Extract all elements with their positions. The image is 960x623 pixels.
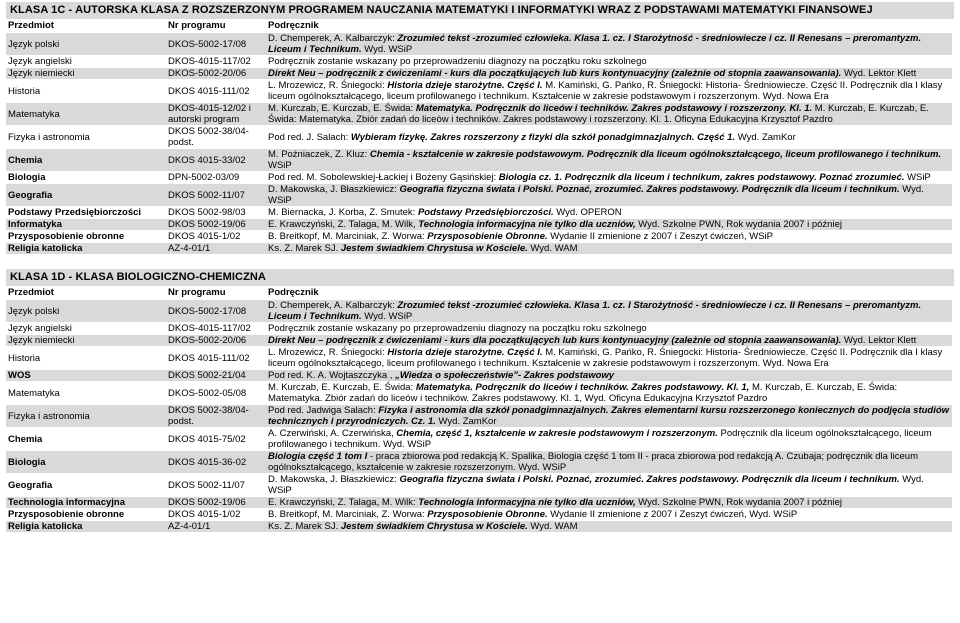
table-row: [6, 219, 952, 231]
subject-cell: WOS: [6, 370, 166, 382]
book-title: Matematyka. Podręcznik do liceów i techników. Zakres podstawowy. Kl. 1,: [415, 382, 750, 393]
table-row: [6, 172, 952, 184]
book-authors: L. Mrozewicz, R. Śniegocki:: [268, 347, 388, 358]
book-authors: B. Breitkopf, M. Marciniak, Z. Worwa:: [268, 509, 428, 520]
book-title: Historia dzieje starożytne. Część I.: [387, 80, 543, 91]
program-cell: DKOS 4015-1/02: [166, 231, 266, 243]
program-cell: DKOS-4015-117/02: [166, 323, 266, 335]
table-row: [6, 497, 952, 509]
program-cell: DKOS 5002-19/06: [166, 497, 266, 509]
program-cell: DPN-5002-03/09: [166, 172, 266, 184]
program-cell: DKOS 5002-38/04-podst.: [166, 126, 266, 149]
table-row: [6, 68, 952, 80]
table-row: [6, 300, 952, 323]
book-publisher: M. Kamiński, G. Pańko, R. Śniegocki: Historia- Średniowiecze. Część II. Podręcznik dla I klasy liceum ogólnokształcącego, liceum profilowanego i technikum. Kształcenie w zakresie podstawowym i rozszerzonym. Wyd. Nowa Era: [268, 347, 943, 369]
book-cell: [266, 335, 952, 347]
book-authors: D. Chemperek, A. Kalbarczyk:: [268, 300, 398, 311]
program-header: Nr programu: [166, 19, 266, 33]
book-cell: [266, 184, 952, 207]
subject-cell: Chemia: [6, 428, 166, 451]
table-row: [6, 451, 952, 474]
book-authors: Ks. Z. Marek SJ.: [268, 521, 341, 532]
book-publisher: Wydanie II zmienione z 2007 i Zeszyt ćwiczeń, WSiP: [547, 231, 773, 242]
table-row: [6, 243, 952, 255]
book-publisher: Wyd. WSiP: [361, 44, 413, 55]
class-1d-table: [6, 286, 952, 533]
book-title: Direkt Neu – podręcznik z ćwiczeniami - kurs dla początkujących lub kurs kontynuacyjny (zależnie od stopnia zaawansowania).: [268, 335, 842, 346]
book-authors: D. Chemperek, A. Kalbarczyk:: [268, 33, 398, 44]
program-cell: DKOS-5002-20/06: [166, 335, 266, 347]
book-title: Biologia część 1 tom I: [268, 451, 368, 462]
book-cell: [266, 149, 952, 172]
book-publisher: Wydanie II zmienione z 2007 i Zeszyt ćwiczeń, Wyd. WSiP: [547, 509, 798, 520]
book-publisher: Wyd. Szkolne PWN, Rok wydania 2007 i później: [635, 219, 842, 230]
program-cell: DKOS 4015-111/02: [166, 80, 266, 103]
book-title: Zrozumieć tekst -zrozumieć człowieka. Klasa 1. cz. I Starożytność - średniowiecze i cz. II Renesans – preromantyzm. Liceum i Technikum.: [268, 300, 922, 322]
table-row: [6, 405, 952, 428]
table-row: [6, 231, 952, 243]
subject-cell: Biologia: [6, 451, 166, 474]
book-authors: D. Makowska, J. Błaszkiewicz:: [268, 474, 400, 485]
book-cell: [266, 521, 952, 533]
book-publisher: Wyd. ZamKor: [735, 131, 796, 143]
table-row: [6, 474, 952, 497]
book-publisher: Wyd. Lektor Klett: [841, 335, 917, 346]
book-title: „Wiedza o społeczeństwie”- Zakres podstawowy: [395, 370, 615, 381]
book-header: Podręcznik: [266, 286, 952, 300]
program-cell: DKOS 4015-75/02: [166, 428, 266, 451]
book-cell: [266, 382, 952, 405]
class-1d-title: KLASA 1D - KLASA BIOLOGICZNO-CHEMICZNA: [6, 269, 954, 286]
book-cell: [266, 509, 952, 521]
book-title: Jestem świadkiem Chrystusa w Kościele.: [340, 521, 528, 532]
book-cell: [266, 428, 952, 451]
program-cell: DKOS 5002-11/07: [166, 474, 266, 497]
book-cell: [266, 33, 952, 56]
book-title: Chemia - kształcenie w zakresie podstawowym. Podręcznik dla liceum ogólnokształcącego, liceum profilowanego i technikum.: [369, 149, 942, 160]
table-row: [6, 207, 952, 219]
book-title: Direkt Neu – podręcznik z ćwiczeniami - kurs dla początkujących lub kurs kontynuacyjny (zależnie od stopnia zaawansowania).: [268, 68, 842, 79]
program-cell: AZ-4-01/1: [166, 243, 266, 255]
book-authors: L. Mrozewicz, R. Śniegocki:: [268, 80, 388, 91]
table-row: [6, 323, 952, 335]
book-authors: M. Kurczab, E. Kurczab, E. Świda:: [268, 103, 416, 114]
subject-cell: Geografia: [6, 474, 166, 497]
book-publisher: WSiP: [268, 160, 292, 171]
table-row: [6, 56, 952, 68]
table-row: [6, 33, 952, 56]
book-title: Chemia, część 1, kształcenie w zakresie podstawowym i rozszerzonym.: [396, 428, 718, 439]
table-row: [6, 184, 952, 207]
subject-cell: Przysposobienie obronne: [6, 231, 166, 243]
book-publisher: Wyd. WAM: [527, 243, 578, 254]
program-cell: DKOS 5002-98/03: [166, 207, 266, 219]
book-title: Przysposobienie Obronne.: [427, 231, 548, 242]
program-cell: DKOS-4015-117/02: [166, 56, 266, 68]
book-publisher: Wyd. WAM: [527, 521, 578, 532]
book-cell: [266, 405, 952, 428]
program-cell: DKOS 5002-38/04-podst.: [166, 405, 266, 428]
class-1c-table: [6, 19, 952, 255]
program-cell: DKOS 4015-111/02: [166, 347, 266, 370]
program-cell: DKOS 5002-21/04: [166, 370, 266, 382]
subject-cell: Język angielski: [6, 323, 166, 335]
program-cell: DKOS 4015-36-02: [166, 451, 266, 474]
book-publisher: Wyd. WSiP: [361, 311, 413, 322]
program-cell: DKOS 4015-33/02: [166, 149, 266, 172]
book-publisher: - praca zbiorowa pod redakcją K. Spalika, Biologia część 1 tom II - praca zbiorowa pod redakcją A. Czubaja; podręcznik dla liceum ogólnokształcącego, kształcenie w zakresie rozszerzonym. Wyd. WSiP: [268, 451, 918, 473]
program-cell: DKOS-5002-05/08: [166, 382, 266, 405]
table-row: [6, 103, 952, 126]
book-title: Geografia fizyczna świata i Polski. Poznać, zrozumieć. Zakres podstawowy. Podręcznik dla liceum i technikum.: [399, 474, 900, 485]
book-title: Przysposobienie Obronne.: [427, 509, 548, 520]
book-cell: [266, 172, 952, 184]
subject-cell: Informatyka: [6, 219, 166, 231]
book-authors: Pod red. M. Sobolewskiej-Łackiej i Bożeny Gąsińskiej:: [268, 172, 499, 183]
book-authors: D. Makowska, J. Błaszkiewicz:: [268, 184, 400, 195]
program-cell: DKOS-5002-20/06: [166, 68, 266, 80]
subject-cell: Fizyka i astronomia: [6, 126, 166, 149]
program-cell: DKOS 4015-1/02: [166, 509, 266, 521]
table-row: [6, 428, 952, 451]
book-publisher: Wyd. Lektor Klett: [841, 68, 917, 79]
book-cell: [266, 347, 952, 370]
book-authors: Pod red. Jadwiga Salach:: [268, 405, 379, 416]
subject-header: Przedmiot: [6, 286, 166, 300]
book-publisher: M. Kurczab, E. Kurczab, E. Świda: Matematyka. Zbiór zadań do liceów i techników. Zakres podstawowy. Kl. 1, Wyd. Oficyna Edukacyjna Krzysztof Pazdro: [268, 382, 898, 404]
book-title: Historia dzieje starożytne. Część I.: [387, 347, 543, 358]
program-header: Nr programu: [166, 286, 266, 300]
book-authors: E. Krawczyński, Z. Talaga, M. Wilk:: [268, 497, 419, 508]
program-cell: DKOS 5002-11/07: [166, 184, 266, 207]
book-authors: M. Poźniaczek, Z. Kluz:: [268, 149, 370, 160]
book-publisher: M. Kamiński, G. Pańko, R. Śniegocki: Historia- Średniowiecze. Część II. Podręcznik dla I klasy liceum ogólnokształcącego, liceum profilowanego i technikum. Kształcenie w zakresie podstawowym i rozszerzonym. Wyd. Nowa Era: [268, 80, 943, 102]
book-title: Technologia informacyjna nie tylko dla uczniów,: [418, 219, 636, 230]
book-authors: M. Kurczab, E. Kurczab, E. Świda:: [268, 382, 416, 393]
table-row: [6, 80, 952, 103]
book-publisher: Wyd. WSiP: [268, 184, 924, 206]
subject-cell: Matematyka: [6, 382, 166, 405]
program-cell: DKOS-5002-17/08: [166, 300, 266, 323]
subject-cell: Język polski: [6, 33, 166, 56]
subject-cell: Historia: [6, 80, 166, 103]
book-cell: [266, 231, 952, 243]
table-row: [6, 382, 952, 405]
book-publisher: WSiP: [904, 172, 931, 183]
header-row: [6, 19, 952, 33]
class-1c-title: KLASA 1C - AUTORSKA KLASA Z ROZSZERZONYM PROGRAMEM NAUCZANIA MATEMATYKI I INFORMATYKI WRAZ Z PODSTAWAMI MATEMATYKI FINANSOWEJ: [6, 2, 954, 19]
table-row: [6, 370, 952, 382]
program-cell: DKOS-5002-17/08: [166, 33, 266, 56]
book-cell: [266, 219, 952, 231]
subject-cell: Geografia: [6, 184, 166, 207]
book-authors: B. Breitkopf, M. Marciniak, Z. Worwa:: [268, 231, 428, 242]
book-cell: [266, 474, 952, 497]
book-cell: [266, 207, 952, 219]
book-publisher: Wyd. ZamKor: [435, 416, 497, 427]
book-cell: [266, 56, 952, 68]
book-cell: [266, 323, 952, 335]
subject-cell: Język niemiecki: [6, 68, 166, 80]
table-row: [6, 335, 952, 347]
table-row: [6, 521, 952, 533]
header-row: [6, 286, 952, 300]
subject-cell: Przysposobienie obronne: [6, 509, 166, 521]
subject-cell: Chemia: [6, 149, 166, 172]
book-cell: [266, 497, 952, 509]
subject-cell: Fizyka i astronomia: [6, 405, 166, 428]
book-authors: Podręcznik zostanie wskazany po przeprowadzeniu diagnozy na początku roku szkolnego: [268, 323, 647, 334]
table-row: [6, 149, 952, 172]
book-title: Biologia cz. 1. Podręcznik dla liceum i technikum, zakres podstawowy. Poznać zrozumieć.: [498, 172, 905, 183]
book-publisher: M. Kurczab, E. Kurczab, E. Świda: Matematyka. Zbiór zadań do liceów i techników. Zakres podstawowy i rozszerzony. Kl. 1. Oficyna Edukacyjna Krzysztof Pazdro: [268, 103, 929, 125]
subject-header: Przedmiot: [6, 19, 166, 33]
book-publisher: Wyd. WSiP: [268, 474, 924, 496]
table-row: [6, 347, 952, 370]
book-title: Zrozumieć tekst -zrozumieć człowieka. Klasa 1. cz. I Starożytność - średniowiecze i cz. II Renesans – preromantyzm. Liceum i Technikum.: [268, 33, 922, 55]
book-cell: [266, 243, 952, 255]
book-authors: E. Krawczyński, Z. Talaga, M. Wilk,: [268, 219, 419, 230]
program-cell: AZ-4-01/1: [166, 521, 266, 533]
book-title: Matematyka. Podręcznik do liceów i techników. Zakres podstawowy i rozszerzony. Kl. 1.: [415, 103, 813, 114]
book-cell: [266, 300, 952, 323]
book-authors: M. Biernacka, J. Korba, Z. Smutek:: [268, 207, 418, 218]
subject-cell: Język polski: [6, 300, 166, 323]
book-cell: [266, 80, 952, 103]
book-authors: Pod red. K. A. Wojtaszczyka ,: [268, 370, 396, 381]
subject-cell: Religia katolicka: [6, 243, 166, 255]
subject-cell: Technologia informacyjna: [6, 497, 166, 509]
subject-cell: Język niemiecki: [6, 335, 166, 347]
subject-cell: Religia katolicka: [6, 521, 166, 533]
book-title: Technologia informacyjna nie tylko dla uczniów,: [418, 497, 636, 508]
book-cell: [266, 103, 952, 126]
book-cell: [266, 126, 952, 149]
book-title: Podstawy Przedsiębiorczości.: [417, 207, 554, 218]
book-publisher: Wyd. OPERON: [553, 207, 622, 218]
program-cell: DKOS-4015-12/02 i autorski program: [166, 103, 266, 126]
subject-cell: Język angielski: [6, 56, 166, 68]
book-authors: Ks. Z. Marek SJ.: [268, 243, 341, 254]
book-header: Podręcznik: [266, 19, 952, 33]
book-publisher: Wyd. Szkolne PWN, Rok wydania 2007 i później: [635, 497, 842, 508]
book-title: Fizyka i astronomia dla szkół ponadgimnazjalnych. Zakres elementarni kursu rozszerzonego koniecznych do podjęcia studiów technicznych i przyrodniczych. Cz. 1.: [268, 405, 950, 427]
subject-cell: Podstawy Przedsiębiorczości: [6, 207, 166, 219]
program-cell: DKOS 5002-19/06: [166, 219, 266, 231]
book-title: Jestem świadkiem Chrystusa w Kościele.: [340, 243, 528, 254]
table-row: [6, 126, 952, 149]
book-cell: [266, 68, 952, 80]
book-publisher: Podręcznik dla liceum ogólnokształcącego, liceum profilowanego i technikum. Wyd. WSiP: [268, 428, 932, 450]
book-authors: Podręcznik zostanie wskazany po przeprowadzeniu diagnozy na początku roku szkolnego: [268, 56, 647, 67]
book-title: Geografia fizyczna świata i Polski. Poznać, zrozumieć. Zakres podstawowy. Podręcznik dla liceum i technikum.: [399, 184, 900, 195]
subject-cell: Matematyka: [6, 103, 166, 126]
book-title: Wybieram fizykę. Zakres rozszerzony z fizyki dla szkół ponadgimnazjalnych. Część 1.: [350, 131, 736, 143]
table-row: [6, 509, 952, 521]
book-authors: A. Czerwiński, A. Czerwińska,: [268, 428, 397, 439]
subject-cell: Historia: [6, 347, 166, 370]
book-cell: [266, 370, 952, 382]
book-authors: Pod red. J. Salach:: [268, 131, 351, 143]
book-cell: [266, 451, 952, 474]
subject-cell: Biologia: [6, 172, 166, 184]
